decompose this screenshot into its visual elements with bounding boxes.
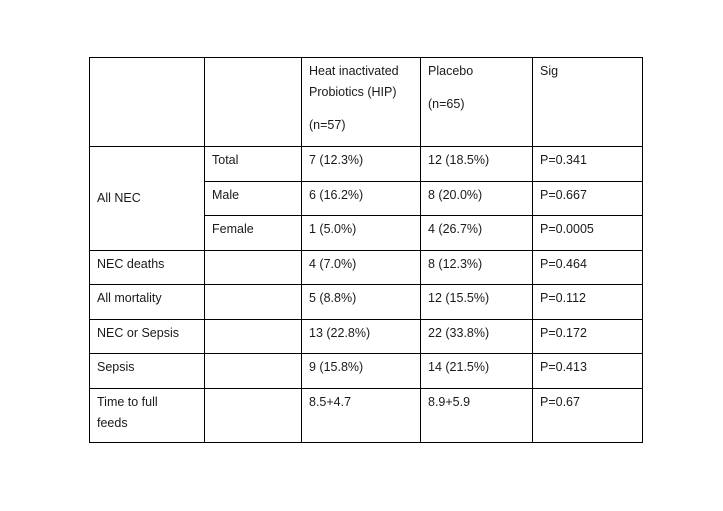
hip-cell: 6 (16.2%)	[302, 182, 421, 216]
subgroup-cell: Female	[205, 216, 302, 251]
header-cell-subgroup	[205, 58, 302, 147]
table-row	[90, 354, 643, 389]
hip-cell: 13 (22.8%)	[302, 320, 421, 354]
outcome-label-line1: Time to full	[97, 395, 158, 409]
hip-cell: 7 (12.3%)	[302, 147, 421, 182]
placebo-cell: 12 (18.5%)	[421, 147, 533, 182]
sig-cell: P=0.67	[533, 389, 643, 443]
outcome-label: All mortality	[90, 285, 205, 320]
hip-header-line2: Probiotics (HIP)	[309, 85, 397, 99]
table-row	[90, 389, 643, 443]
sig-cell: P=0.341	[533, 147, 643, 182]
table-row	[90, 320, 643, 354]
subgroup-cell-empty	[205, 285, 302, 320]
subgroup-cell: Male	[205, 182, 302, 216]
header-cell-outcome	[90, 58, 205, 147]
header-row	[90, 58, 643, 147]
placebo-cell: 14 (21.5%)	[421, 354, 533, 389]
placebo-cell: 4 (26.7%)	[421, 216, 533, 251]
hip-cell: 1 (5.0%)	[302, 216, 421, 251]
outcome-label-line2: feeds	[97, 416, 128, 430]
subgroup-cell-empty	[205, 354, 302, 389]
placebo-cell: 8 (20.0%)	[421, 182, 533, 216]
sig-cell: P=0.413	[533, 354, 643, 389]
table-row	[90, 251, 643, 285]
hip-cell: 8.5+4.7	[302, 389, 421, 443]
placebo-cell: 8 (12.3%)	[421, 251, 533, 285]
table-row	[90, 147, 643, 182]
placebo-header-line1: Placebo	[428, 64, 474, 78]
hip-header-line1: Heat inactivated	[309, 64, 399, 78]
outcome-label	[90, 389, 205, 443]
table-row	[90, 285, 643, 320]
hip-cell: 4 (7.0%)	[302, 251, 421, 285]
subgroup-cell-empty	[205, 389, 302, 443]
sig-cell: P=0.172	[533, 320, 643, 354]
all-nec-label: All NEC	[90, 147, 205, 251]
sig-cell: P=0.0005	[533, 216, 643, 251]
outcome-label: Sepsis	[90, 354, 205, 389]
outcome-label: NEC deaths	[90, 251, 205, 285]
sig-cell: P=0.112	[533, 285, 643, 320]
sig-cell: P=0.464	[533, 251, 643, 285]
placebo-cell: 22 (33.8%)	[421, 320, 533, 354]
subgroup-cell-empty	[205, 251, 302, 285]
placebo-cell: 12 (15.5%)	[421, 285, 533, 320]
header-cell-placebo	[421, 58, 533, 147]
sig-cell: P=0.667	[533, 182, 643, 216]
header-cell-sig: Sig	[533, 58, 643, 147]
hip-cell: 9 (15.8%)	[302, 354, 421, 389]
subgroup-cell-empty	[205, 320, 302, 354]
placebo-cell: 8.9+5.9	[421, 389, 533, 443]
hip-cell: 5 (8.8%)	[302, 285, 421, 320]
subgroup-cell: Total	[205, 147, 302, 182]
hip-header-n: (n=57)	[309, 118, 346, 132]
placebo-header-n: (n=65)	[428, 97, 465, 111]
outcome-label: NEC or Sepsis	[90, 320, 205, 354]
results-table	[89, 57, 643, 443]
header-cell-hip	[302, 58, 421, 147]
